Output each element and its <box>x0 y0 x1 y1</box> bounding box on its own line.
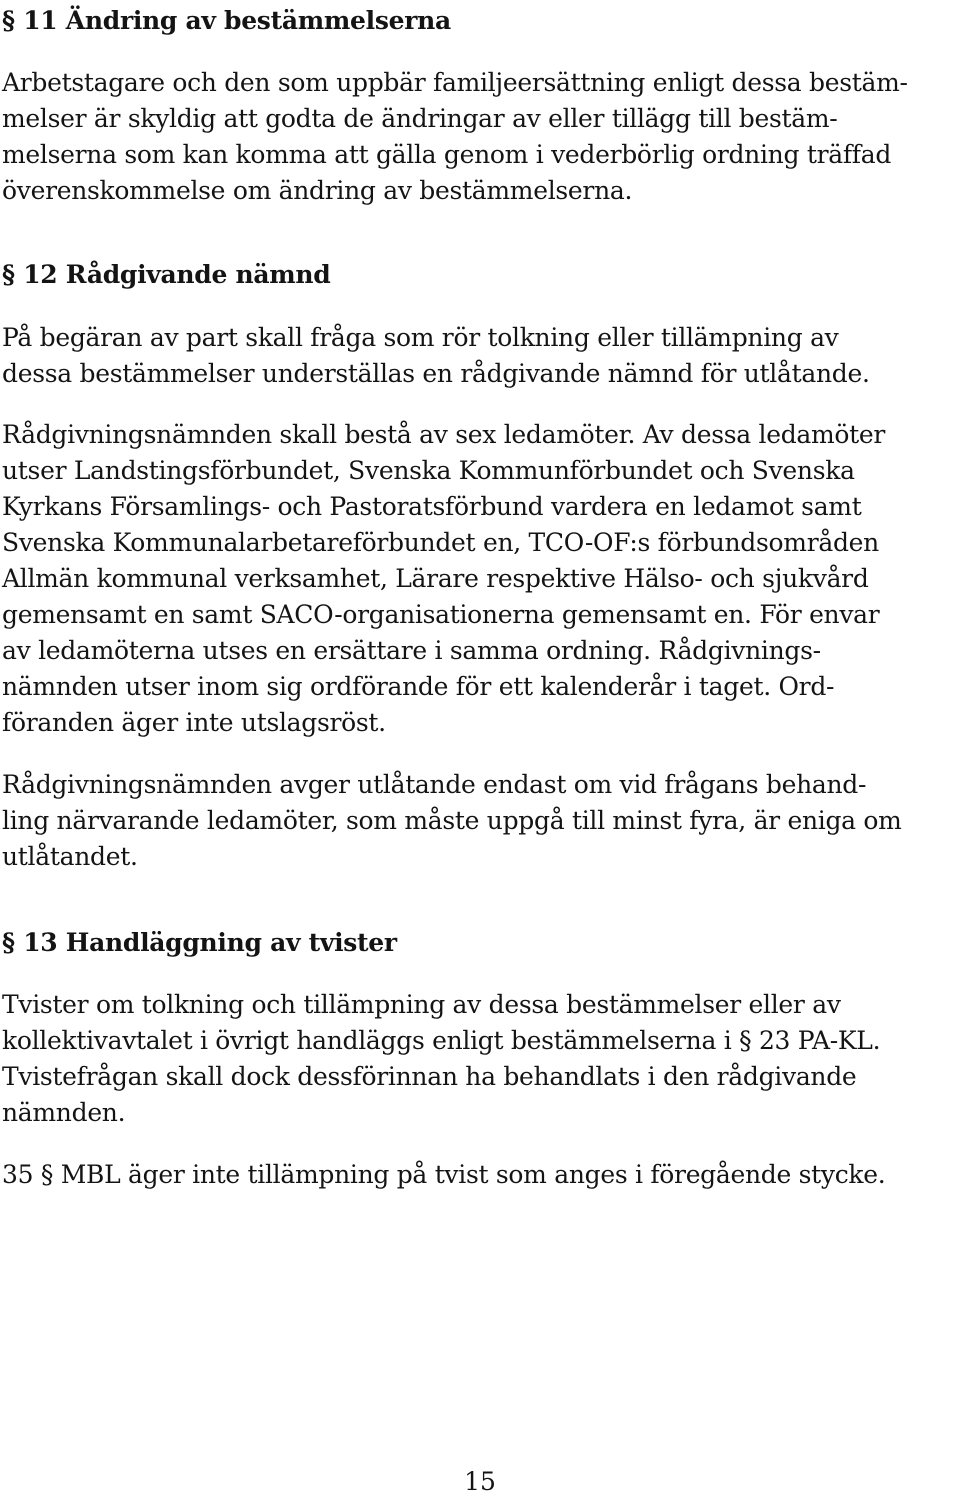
section-11-title: Ändring av bestämmelserna <box>65 6 451 35</box>
section-12-p1-line: På begäran av part skall fråga som rör tolkning eller tillämpning av <box>2 323 839 352</box>
page-number: 15 <box>464 1467 496 1496</box>
section-13-title: Handläggning av tvister <box>65 928 397 957</box>
section-11-heading <box>2 3 451 39</box>
section-13-number: 13 <box>23 928 58 957</box>
section-symbol: § <box>40 1160 54 1189</box>
section-12-p1-line: dessa bestämmelser underställas en rådgivande nämnd för utlåtande. <box>2 359 870 388</box>
section-12-p3-line: ling närvarande ledamöter, som måste uppgå till minst fyra, är eniga om <box>2 806 902 835</box>
section-12-p2-line: Kyrkans Församlings- och Pastoratsförbund vardera en ledamot samt <box>2 492 862 521</box>
section-13-p1-line2-ref: 23 PA-KL. <box>758 1026 881 1055</box>
section-11-number: 11 <box>23 6 58 35</box>
section-12-p2-line: föranden äger inte utslagsröst. <box>2 708 386 737</box>
section-symbol: § <box>2 6 15 35</box>
section-12-p2-line: gemensamt en samt SACO-organisationerna gemensamt en. För envar <box>2 600 880 629</box>
section-13-p1-line: Tvister om tolkning och tillämpning av dessa bestämmelser eller av <box>2 990 841 1019</box>
section-12-p2-line: utser Landstingsförbundet, Svenska Kommunförbundet och Svenska <box>2 456 855 485</box>
section-13-p1-line2-text: kollektivavtalet i övrigt handläggs enligt bestämmelserna i <box>2 1026 732 1055</box>
section-12-title: Rådgivande nämnd <box>65 260 331 289</box>
section-13-heading <box>2 925 397 961</box>
section-12-heading <box>2 257 330 293</box>
section-12-p2-line: Svenska Kommunalarbetareförbundet en, TCO-OF:s förbundsområden <box>2 528 879 557</box>
section-13-p1-line: Tvistefrågan skall dock dessförinnan ha behandlats i den rådgivande <box>2 1062 857 1091</box>
section-symbol: § <box>2 260 15 289</box>
section-12-number: 12 <box>23 260 58 289</box>
section-12-p3-line: Rådgivningsnämnden avger utlåtande endast om vid frågans behand- <box>2 770 867 799</box>
section-13-p2-line <box>2 1157 885 1193</box>
section-11-text-line: melser är skyldig att godta de ändringar av eller tillägg till bestäm- <box>2 104 838 133</box>
section-12-p2-line: nämnden utser inom sig ordförande för ett kalenderår i taget. Ord- <box>2 672 835 701</box>
section-symbol: § <box>739 1026 752 1055</box>
section-13-p1-line <box>2 1023 880 1059</box>
section-symbol: § <box>2 928 15 957</box>
section-12-p2-line: Allmän kommunal verksamhet, Lärare respektive Hälso- och sjukvård <box>2 564 869 593</box>
section-12-p3-line: utlåtandet. <box>2 842 138 871</box>
section-11-text-line: överenskommelse om ändring av bestämmelserna. <box>2 176 633 205</box>
section-13-p1-line: nämnden. <box>2 1098 126 1127</box>
section-13-p2-text: MBL äger inte tillämpning på tvist som anges i föregående stycke. <box>60 1160 886 1189</box>
section-13-p2-number: 35 <box>2 1160 34 1189</box>
section-12-p2-line: av ledamöterna utses en ersättare i samma ordning. Rådgivnings- <box>2 636 821 665</box>
section-11-text-line: melserna som kan komma att gälla genom i vederbörlig ordning träffad <box>2 140 892 169</box>
section-11-text-line: Arbetstagare och den som uppbär familjeersättning enligt dessa bestäm- <box>2 68 908 97</box>
section-12-p2-line: Rådgivningsnämnden skall bestå av sex ledamöter. Av dessa ledamöter <box>2 420 886 449</box>
